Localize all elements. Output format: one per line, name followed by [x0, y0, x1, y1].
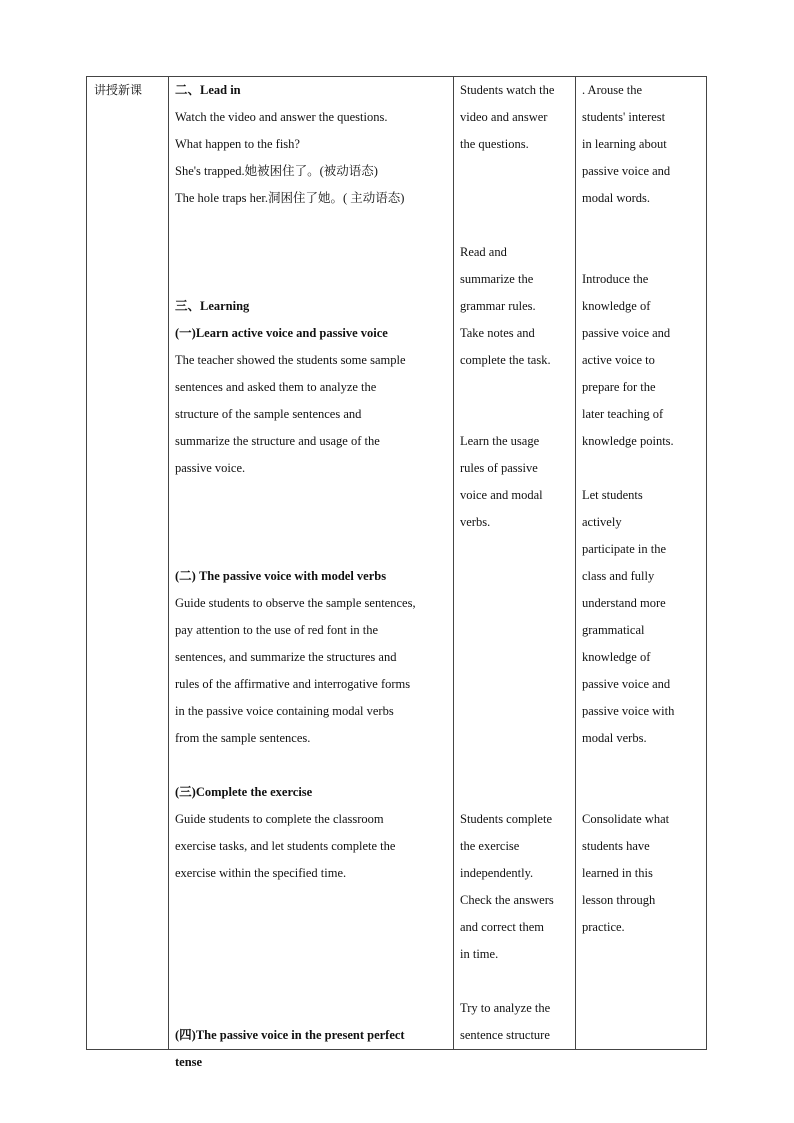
- purpose-line: knowledge points.: [582, 434, 674, 448]
- activity-line: sentence structure: [460, 1028, 550, 1042]
- activity-line: Learn the usage: [460, 434, 540, 448]
- lead-in-heading: 二、Lead in: [175, 83, 241, 97]
- activity-line: the exercise: [460, 839, 520, 853]
- activity-line: summarize the: [460, 272, 534, 286]
- content-line: pay attention to the use of red font in the: [175, 623, 379, 637]
- content-line: structure of the sample sentences and: [175, 407, 362, 421]
- content-line: exercise tasks, and let students complete the: [175, 839, 396, 853]
- content-line: Watch the video and answer the questions.: [175, 110, 388, 124]
- purpose-line: students have: [582, 839, 650, 853]
- purpose-line: learned in this: [582, 866, 653, 880]
- purpose-line: grammatical: [582, 623, 645, 637]
- activity-line: rules of passive: [460, 461, 538, 475]
- purpose-line: students' interest: [582, 110, 666, 124]
- purpose-line: prepare for the: [582, 380, 656, 394]
- content-line: Guide students to complete the classroom: [175, 812, 384, 826]
- content-line: sentences and asked them to analyze the: [175, 380, 377, 394]
- purpose-line: understand more: [582, 596, 666, 610]
- content-line: What happen to the fish?: [175, 137, 300, 151]
- lesson-plan-table: [86, 76, 707, 1069]
- purpose-line: passive voice and: [582, 677, 671, 691]
- content-line: She's trapped.她被困住了。(被动语态): [175, 164, 378, 178]
- content-line: rules of the affirmative and interrogative forms: [175, 677, 411, 691]
- purpose-line: active voice to: [582, 353, 655, 367]
- activity-line: Check the answers: [460, 893, 554, 907]
- content-line: from the sample sentences.: [175, 731, 311, 745]
- purpose-line: passive voice and: [582, 326, 671, 340]
- activity-line: video and answer: [460, 110, 548, 124]
- section-label: 讲授新课: [94, 83, 143, 97]
- purpose-line: Introduce the: [582, 272, 649, 286]
- content-cell: [175, 77, 451, 1076]
- activity-line: Take notes and: [460, 326, 535, 340]
- learning-heading: 三、Learning: [175, 299, 250, 313]
- activity-line: in time.: [460, 947, 499, 961]
- purpose-line: later teaching of: [582, 407, 664, 421]
- purpose-line: modal verbs.: [582, 731, 647, 745]
- purpose-line: passive voice with: [582, 704, 675, 718]
- purpose-line: Consolidate what: [582, 812, 670, 826]
- purpose-line: knowledge of: [582, 650, 651, 664]
- activity-line: and correct them: [460, 920, 544, 934]
- activity-line: independently.: [460, 866, 534, 880]
- content-line: The hole traps her.洞困住了她。( 主动语态): [175, 191, 405, 205]
- purpose-line: knowledge of: [582, 299, 651, 313]
- activity-line: complete the task.: [460, 353, 551, 367]
- purpose-line: Let students: [582, 488, 643, 502]
- activity-line: Read and: [460, 245, 507, 259]
- activity-line: grammar rules.: [460, 299, 536, 313]
- purpose-line: practice.: [582, 920, 625, 934]
- purpose-line: in learning about: [582, 137, 667, 151]
- purpose-line: passive voice and: [582, 164, 671, 178]
- activity-line: verbs.: [460, 515, 491, 529]
- subsection-heading: (二) The passive voice with model verbs: [175, 569, 387, 583]
- activity-line: voice and modal: [460, 488, 543, 502]
- content-line: Guide students to observe the sample sentences,: [175, 596, 416, 610]
- activity-line: Try to analyze the: [460, 1001, 551, 1015]
- activity-line: the questions.: [460, 137, 529, 151]
- content-line: summarize the structure and usage of the: [175, 434, 380, 448]
- activity-line: Students watch the: [460, 83, 555, 97]
- content-line: passive voice.: [175, 461, 246, 475]
- column-divider: [575, 77, 576, 1049]
- student-activity-cell: [460, 77, 572, 1049]
- subsection-heading: tense: [175, 1055, 203, 1069]
- column-divider: [168, 77, 169, 1049]
- column-divider: [453, 77, 454, 1049]
- subsection-heading: (三)Complete the exercise: [175, 785, 313, 799]
- subsection-heading: (四)The passive voice in the present perfect: [175, 1028, 405, 1042]
- purpose-line: class and fully: [582, 569, 655, 583]
- content-line: exercise within the specified time.: [175, 866, 347, 880]
- purpose-line: modal words.: [582, 191, 651, 205]
- subsection-heading: (一)Learn active voice and passive voice: [175, 326, 388, 340]
- activity-line: Students complete: [460, 812, 552, 826]
- content-line: The teacher showed the students some sample: [175, 353, 406, 367]
- purpose-line: lesson through: [582, 893, 656, 907]
- content-line: sentences, and summarize the structures and: [175, 650, 397, 664]
- purpose-line: actively: [582, 515, 622, 529]
- content-line: in the passive voice containing modal verbs: [175, 704, 394, 718]
- purpose-line: . Arouse the: [582, 83, 643, 97]
- purpose-line: participate in the: [582, 542, 666, 556]
- section-cell: [94, 77, 164, 104]
- purpose-cell: [582, 77, 698, 941]
